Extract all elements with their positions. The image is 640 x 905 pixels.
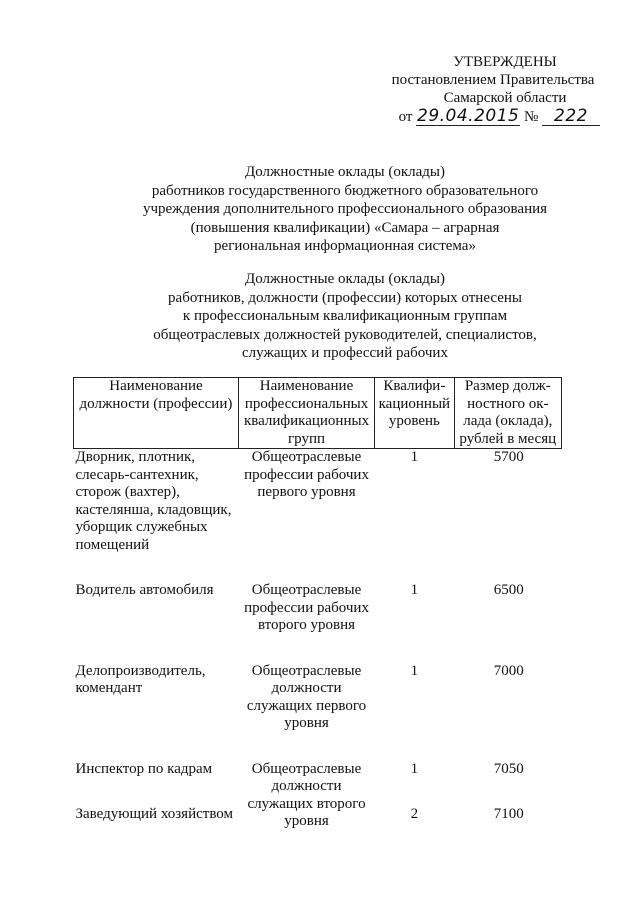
approval-line-1: постановлением Правительства [391, 72, 595, 88]
title-line: региональная информационная система» [214, 238, 476, 254]
table-row [74, 761, 562, 786]
row-spacer [74, 733, 562, 761]
table-body [74, 449, 562, 831]
cell-position: Делопроизводитель, комендант [75, 662, 206, 696]
approval-line-2: Самарской области [443, 90, 567, 106]
cell-level: 1 [410, 582, 419, 598]
document-title [60, 163, 630, 256]
cell-position: Заведующий хозяйством [75, 805, 233, 822]
title-line: Должностные оклады (оклады) [244, 164, 446, 180]
row-spacer [74, 635, 562, 663]
cell-group: Общеотраслевые должности служащих первого уровня [246, 662, 367, 731]
salary-table [73, 377, 562, 831]
section-title-line: Должностные оклады (оклады) [244, 271, 446, 287]
cell-salary: 5700 [493, 449, 524, 465]
cell-group: Общеотраслевые профессии рабочих первого уровня [244, 449, 369, 500]
cell-salary: 7050 [493, 760, 524, 777]
handwritten-number: 222 [542, 107, 600, 126]
cell-group: Общеотраслевые профессии рабочих второго уровня [244, 582, 369, 633]
header-group: Наименование профессиональных квалификационных групп [238, 378, 374, 449]
table-row [74, 449, 562, 555]
section-title-line: общеотраслевых должностей руководителей, специалистов, [153, 326, 537, 343]
title-line: (повышения квалификации) «Самара – аграрная [190, 219, 500, 236]
cell-group: Общеотраслевые должности служащих второго уровня [247, 760, 366, 829]
cell-level: 1 [410, 760, 419, 777]
table-row [74, 582, 562, 635]
approval-date-line [370, 107, 600, 126]
header-position: Наименование должности (профессии) [74, 378, 239, 449]
approval-block [370, 53, 600, 126]
section-title-line: к профессиональным квалификационным группам [182, 308, 508, 324]
cell-salary: 7100 [493, 805, 524, 822]
title-line: работников государственного бюджетного образовательного [151, 182, 539, 199]
section-title-line: служащих и профессий рабочих [242, 345, 448, 361]
header-salary: Размер долж-ностного ок-лада (оклада), рублей в месяц [454, 378, 561, 449]
title-line: учреждения дополнительного профессионального образования [142, 201, 548, 217]
table-header [74, 378, 562, 449]
cell-position: Водитель автомобиля [75, 582, 214, 598]
section-title-line: работников, должности (профессии) которых отнесены [168, 289, 522, 306]
row-spacer [74, 554, 562, 582]
cell-position: Инспектор по кадрам [75, 760, 213, 777]
cell-level: 2 [410, 805, 419, 822]
header-level: Квалифи-кационный уровень [375, 378, 454, 449]
handwritten-date: 29.04.2015 [417, 106, 520, 126]
cell-position: Дворник, плотник, слесарь-сантехник, сторож (вахтер), кастелянша, кладовщик, уборщик служебных помещений [75, 449, 232, 553]
header-row [74, 378, 562, 449]
cell-salary: 6500 [493, 582, 524, 598]
cell-salary: 7000 [493, 662, 524, 679]
approval-heading: УТВЕРЖДЕНЫ [453, 54, 557, 70]
date-prefix: от [398, 109, 413, 125]
section-title [60, 270, 630, 363]
number-prefix: № [523, 109, 539, 125]
cell-level: 1 [410, 449, 419, 465]
cell-level: 1 [410, 662, 419, 679]
table-row [74, 663, 562, 733]
